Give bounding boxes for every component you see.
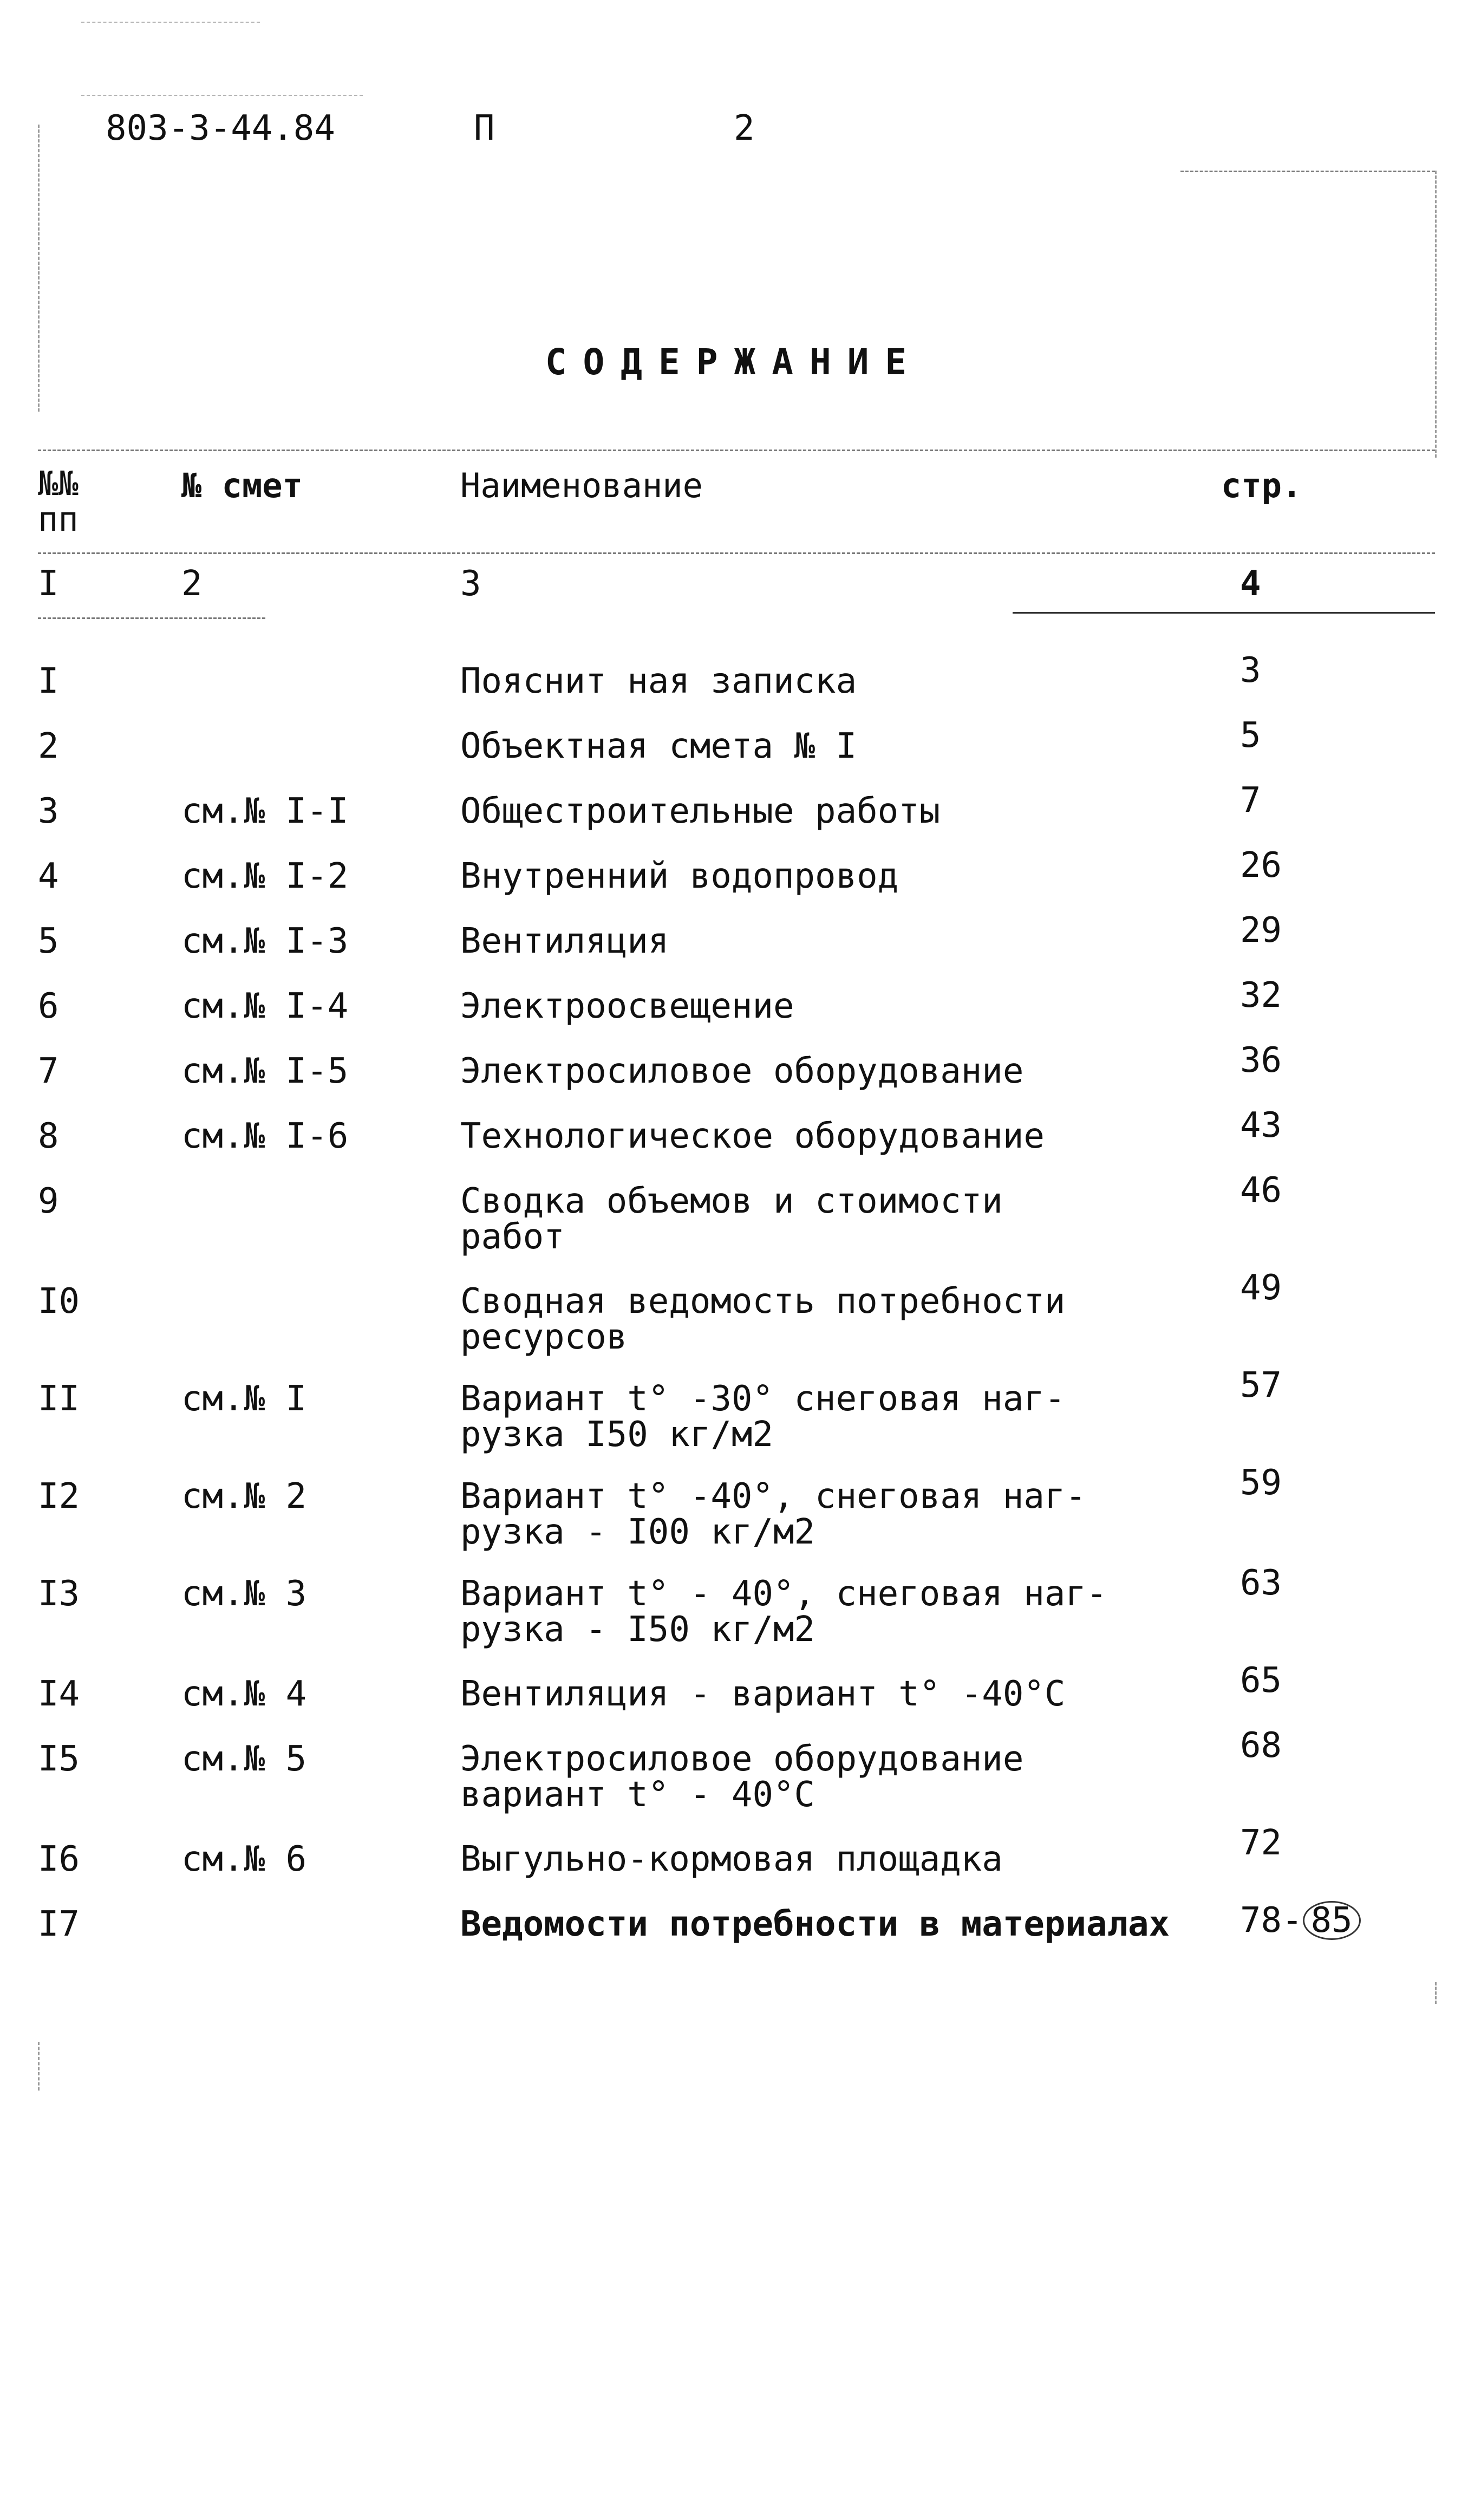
row-number: I3 (38, 1574, 80, 1614)
row-number: I7 (38, 1904, 80, 1944)
row-name: Выгульно-кормовая площадка (460, 1839, 1003, 1879)
row-estimate: см.№ I-I (181, 791, 349, 831)
row-estimate: см.№ I-2 (181, 856, 349, 896)
row-page: 36 (1240, 1040, 1282, 1080)
document-code: 803-3-44.84 (106, 108, 335, 148)
row-name: Технологическое оборудование (460, 1116, 1045, 1156)
row-page-end-circled: 85 (1303, 1901, 1361, 1940)
row-name: Общестроительные работы (460, 791, 941, 831)
row-page-range (1240, 1901, 1361, 1940)
frame-top-right (1180, 171, 1435, 172)
row-number: I0 (38, 1281, 80, 1321)
page-title: СОДЕРЖАНИЕ (545, 341, 923, 383)
row-number: 9 (38, 1181, 59, 1221)
column-number-2: 2 (181, 564, 203, 604)
column-header-name: Наименование (460, 466, 703, 505)
table-top-rule (38, 450, 1435, 451)
row-name: Вариант t° -40°, снеговая наг- рузка - I00 кг/м2 (460, 1476, 1086, 1552)
row-name: Ведомости потребности в материалах (460, 1904, 1170, 1944)
row-page: 46 (1240, 1170, 1282, 1210)
row-name: Внутренний водопровод (460, 856, 899, 896)
row-estimate: см.№ I-5 (181, 1051, 349, 1091)
row-name: Электроосвещение (460, 986, 794, 1026)
row-number: 5 (38, 921, 59, 961)
row-number: I6 (38, 1839, 80, 1879)
column-number-1: I (38, 564, 59, 604)
row-number: II (38, 1379, 80, 1419)
column-number-3: 3 (460, 564, 481, 604)
row-estimate: см.№ I-3 (181, 921, 349, 961)
column-header-page: стр. (1221, 466, 1302, 505)
column-number-4: 4 (1240, 564, 1261, 604)
row-page: 5 (1240, 715, 1261, 756)
row-page: 49 (1240, 1268, 1282, 1308)
row-name: Вентиляция - вариант t° -40°С (460, 1674, 1066, 1714)
row-number: I5 (38, 1739, 80, 1779)
row-name: Вариант t° - 40°, снеговая наг- рузка - I50 кг/м2 (460, 1574, 1107, 1650)
row-page: 32 (1240, 975, 1282, 1015)
row-number: 6 (38, 986, 59, 1026)
row-number: I4 (38, 1674, 80, 1714)
row-estimate: см.№ 3 (181, 1574, 307, 1614)
row-number: 7 (38, 1051, 59, 1091)
row-page: 3 (1240, 650, 1261, 691)
row-estimate: см.№ 6 (181, 1839, 307, 1879)
row-page: 43 (1240, 1105, 1282, 1145)
row-page: 68 (1240, 1725, 1282, 1766)
row-estimate: см.№ I-6 (181, 1116, 349, 1156)
row-name: Электросиловое оборудование вариант t° - 40°С (460, 1739, 1024, 1815)
row-name: Сводка объемов и стоимости работ (460, 1181, 1003, 1257)
frame-right-edge (1435, 171, 1437, 458)
row-estimate: см.№ 4 (181, 1674, 307, 1714)
row-name: Вентиляция (460, 921, 669, 961)
row-number: I (38, 661, 59, 701)
scan-mark-right (1435, 1982, 1437, 2004)
row-page-start: 78- (1240, 1900, 1303, 1941)
row-name: Вариант t° -30° снеговая наг- рузка I50 кг/м2 (460, 1379, 1066, 1455)
column-header-number: №№ пп (38, 464, 79, 539)
header-divider (38, 552, 1435, 554)
row-page: 7 (1240, 780, 1261, 821)
row-number: 3 (38, 791, 59, 831)
row-number: I2 (38, 1476, 80, 1516)
row-page: 72 (1240, 1823, 1282, 1863)
column-number-rule-right (1013, 612, 1435, 614)
scan-mark-header-left (81, 95, 363, 96)
row-number: 2 (38, 726, 59, 766)
scan-mark-left (38, 2042, 40, 2091)
row-page: 29 (1240, 910, 1282, 950)
row-name: Объектная смета № I (460, 726, 857, 766)
row-name: Сводная ведомость потребности ресурсов (460, 1281, 1066, 1357)
row-page: 26 (1240, 845, 1282, 885)
row-name: Электросиловое оборудование (460, 1051, 1024, 1091)
row-estimate: см.№ I (181, 1379, 307, 1419)
row-number: 8 (38, 1116, 59, 1156)
row-estimate: см.№ 2 (181, 1476, 307, 1516)
row-page: 57 (1240, 1365, 1282, 1405)
column-header-estimate: № смет (181, 466, 303, 505)
row-name: Пояснит ная записка (460, 661, 857, 701)
row-page: 63 (1240, 1563, 1282, 1603)
row-page: 59 (1240, 1463, 1282, 1503)
row-estimate: см.№ 5 (181, 1739, 307, 1779)
document-section: П (474, 108, 495, 148)
row-number: 4 (38, 856, 59, 896)
row-page: 65 (1240, 1661, 1282, 1701)
scan-mark-top (81, 22, 260, 23)
row-estimate: см.№ I-4 (181, 986, 349, 1026)
sheet-number: 2 (734, 108, 755, 148)
column-number-rule-left (38, 617, 265, 619)
